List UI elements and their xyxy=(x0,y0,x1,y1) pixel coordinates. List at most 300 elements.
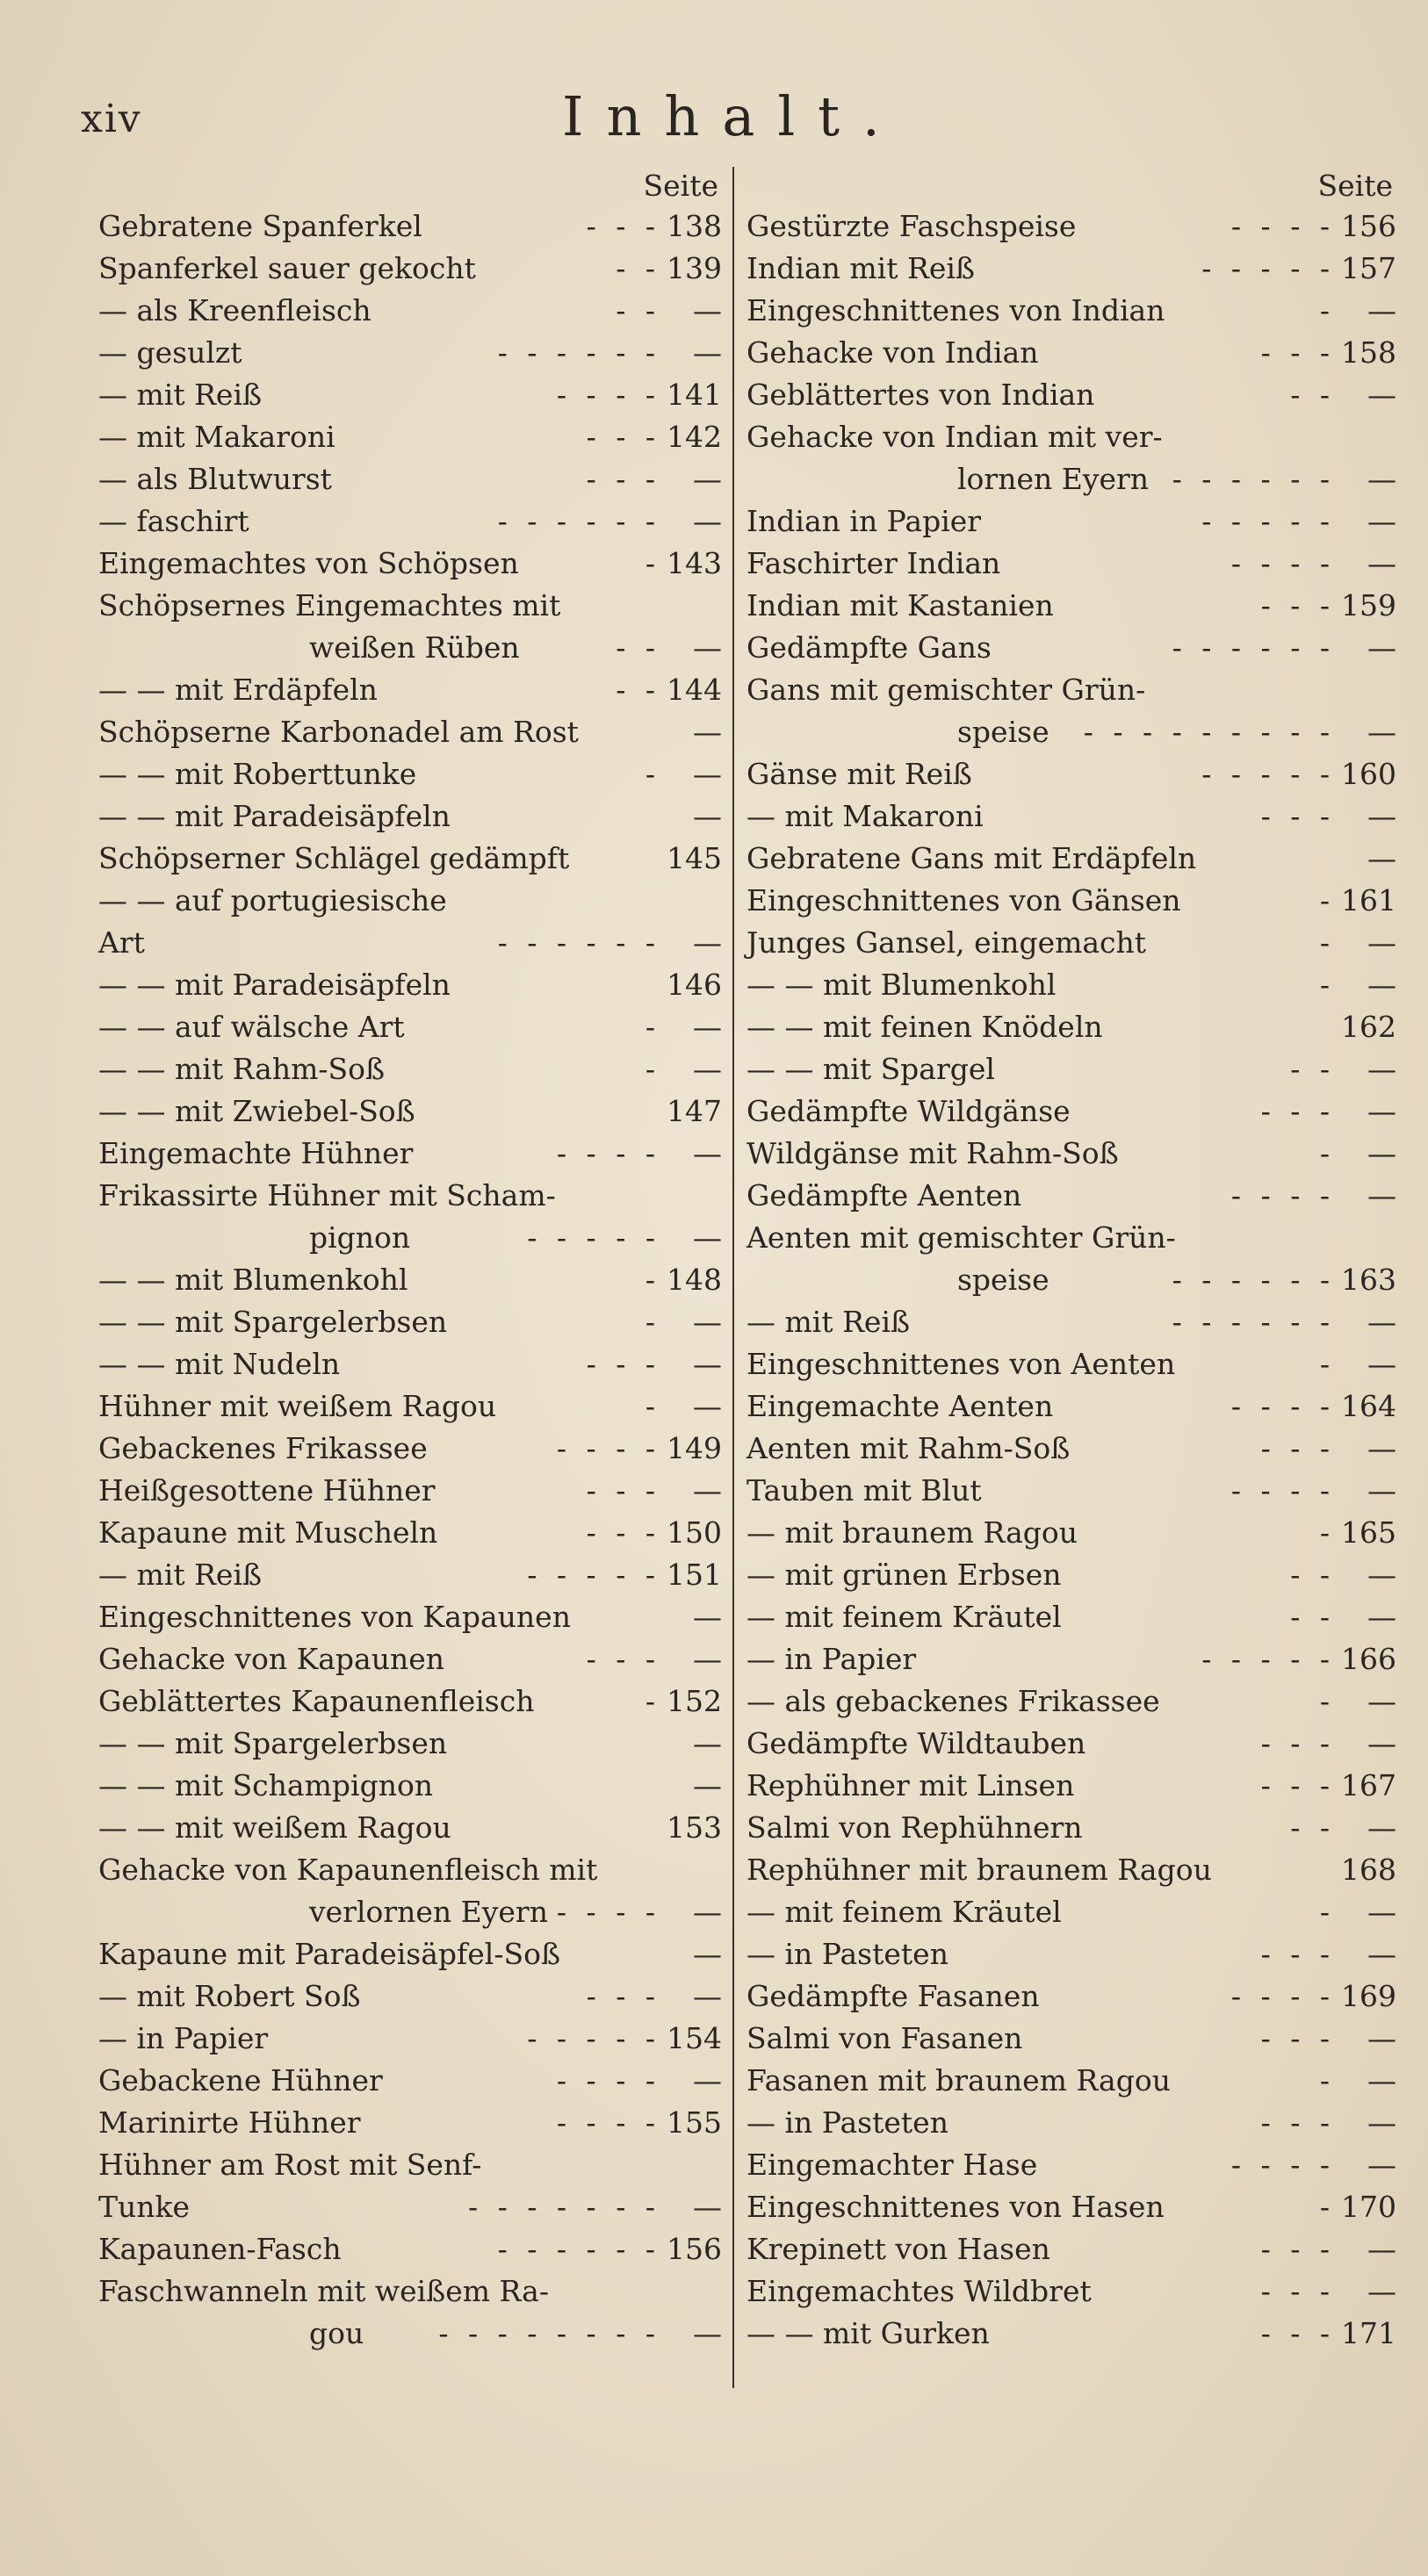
page-ref: — xyxy=(1367,1052,1396,1086)
index-entry xyxy=(746,2102,1396,2144)
entry-title: — — mit Spargel xyxy=(746,1052,995,1086)
leader-dots: - xyxy=(645,1010,660,1044)
index-entry xyxy=(98,1891,722,1933)
page-ref: — xyxy=(1367,2021,1396,2055)
page-ref: — xyxy=(693,799,722,833)
entry-title: lornen Eyern xyxy=(957,462,1150,496)
page-ref: 156 xyxy=(1341,209,1396,243)
entry-title: — — mit Rahm-Soß xyxy=(98,1052,386,1086)
index-entry xyxy=(98,1765,722,1807)
page-ref: — xyxy=(693,1600,722,1634)
leader-dots: - xyxy=(1319,1347,1335,1381)
entry-title: — mit braunem Ragou xyxy=(746,1515,1078,1550)
entry-title: Wildgänse mit Rahm-Soß xyxy=(746,1136,1119,1170)
page-ref: 168 xyxy=(1341,1853,1396,1887)
index-entry xyxy=(98,627,722,669)
index-entry xyxy=(98,1175,722,1217)
index-entry xyxy=(98,922,722,964)
entry-title: — — mit feinen Knödeln xyxy=(746,1010,1103,1044)
index-entry xyxy=(746,1807,1396,1849)
page-ref: — xyxy=(693,1768,722,1802)
page-ref: 141 xyxy=(667,378,722,412)
leader-dots: - - - - xyxy=(556,2105,660,2140)
leader-dots: - xyxy=(1319,1684,1335,1718)
entry-title: — in Pasteten xyxy=(746,1937,948,1971)
index-entry xyxy=(746,2144,1396,2186)
page-ref: — xyxy=(693,462,722,496)
entry-title: Schöpserne Karbonadel am Rost xyxy=(98,715,579,749)
index-entry xyxy=(98,248,722,290)
leader-dots: - xyxy=(645,1389,660,1423)
entry-title: — als Kreenfleisch xyxy=(98,293,371,327)
entry-title: Hühner mit weißem Ragou xyxy=(98,1389,497,1423)
entry-title: — — mit Zwiebel-Soß xyxy=(98,1094,415,1128)
page-ref: 152 xyxy=(667,1684,722,1718)
page-title: Inhalt. xyxy=(562,84,903,148)
leader-dots: - - - - xyxy=(556,2063,660,2097)
entry-title: Faschirter Indian xyxy=(746,546,1001,580)
leader-dots: - - - - - xyxy=(1201,757,1335,791)
entry-title: Gedämpfte Fasanen xyxy=(746,1979,1040,2013)
index-entry xyxy=(746,627,1396,669)
page-ref: 161 xyxy=(1341,883,1396,917)
entry-title: Gehacke von Indian mit ver- xyxy=(746,420,1163,454)
leader-dots: - xyxy=(1319,968,1335,1002)
entry-title: — mit feinem Kräutel xyxy=(746,1895,1062,1929)
index-entry xyxy=(98,2060,722,2102)
index-entry xyxy=(98,2102,722,2144)
entry-title: — — mit Erdäpfeln xyxy=(98,673,378,707)
entry-title: — — mit Spargelerbsen xyxy=(98,1726,448,1760)
right-index-column xyxy=(746,167,1396,2355)
index-entry xyxy=(98,1638,722,1680)
entry-title: — mit feinem Kräutel xyxy=(746,1600,1062,1634)
index-entry xyxy=(98,1006,722,1048)
page-ref: — xyxy=(1367,2148,1396,2182)
index-entry xyxy=(746,500,1396,543)
entry-title: — mit Reiß xyxy=(746,1305,911,1339)
leader-dots: - - - - - - xyxy=(497,2232,660,2266)
index-entry xyxy=(98,711,722,753)
index-entry xyxy=(746,1723,1396,1765)
entry-title: Rephühner mit braunem Ragou xyxy=(746,1853,1212,1887)
entry-title: — als Blutwurst xyxy=(98,462,332,496)
leader-dots: - - xyxy=(616,251,660,285)
leader-dots: - xyxy=(1319,1515,1335,1550)
page-ref: — xyxy=(1367,2274,1396,2308)
leader-dots: - - - - xyxy=(556,1431,660,1465)
entry-title: Schöpsernes Eingemachtes mit xyxy=(98,588,561,622)
leader-dots: - - - - xyxy=(556,1895,660,1929)
page-ref: 149 xyxy=(667,1431,722,1465)
page-ref: — xyxy=(1367,293,1396,327)
index-entry xyxy=(98,1723,722,1765)
entry-title: Tunke xyxy=(98,2190,191,2224)
entry-title: Geblättertes von Indian xyxy=(746,378,1095,412)
leader-dots: - xyxy=(645,757,660,791)
index-entry xyxy=(98,1259,722,1301)
index-entry xyxy=(746,2228,1396,2270)
entry-title: Gehacke von Kapaunen xyxy=(98,1642,444,1676)
page-ref: — xyxy=(1367,841,1396,875)
index-entry xyxy=(98,290,722,332)
index-entry xyxy=(746,2186,1396,2228)
index-entry xyxy=(98,1343,722,1385)
index-entry xyxy=(746,374,1396,416)
leader-dots: - - - - xyxy=(1230,1979,1335,2013)
entry-title: Marinirte Hühner xyxy=(98,2105,361,2140)
leader-dots: - xyxy=(645,1263,660,1297)
entry-title: — als gebackenes Frikassee xyxy=(746,1684,1160,1718)
index-entry xyxy=(98,1301,722,1343)
leader-dots: - - - xyxy=(1260,335,1335,370)
leader-dots: - - - xyxy=(1260,1937,1335,1971)
page-ref: — xyxy=(1367,1810,1396,1845)
entry-title: Indian mit Reiß xyxy=(746,251,975,285)
leader-dots: - - - - xyxy=(1230,1178,1335,1212)
index-entry xyxy=(746,2270,1396,2313)
index-entry xyxy=(746,1765,1396,1807)
entry-title: pignon xyxy=(309,1220,411,1255)
entry-title: Gestürzte Faschspeise xyxy=(746,209,1077,243)
index-entry xyxy=(746,1385,1396,1428)
page-ref: — xyxy=(1367,1473,1396,1507)
page-ref: — xyxy=(1367,1895,1396,1929)
index-entry xyxy=(746,543,1396,585)
entry-title: Kapaunen-Fasch xyxy=(98,2232,342,2266)
leader-dots: - - - - - xyxy=(527,1220,660,1255)
entry-title: Gebratene Spanferkel xyxy=(98,209,422,243)
index-entry xyxy=(746,1301,1396,1343)
index-entry xyxy=(98,1807,722,1849)
entry-title: Art xyxy=(98,925,145,960)
entry-title: — in Papier xyxy=(98,2021,269,2055)
index-entry xyxy=(746,248,1396,290)
index-entry xyxy=(746,1217,1396,1259)
index-entry xyxy=(746,205,1396,248)
leader-dots: - - - xyxy=(586,1347,660,1381)
index-entry xyxy=(746,585,1396,627)
leader-dots: - - - - xyxy=(556,1136,660,1170)
index-entry xyxy=(746,416,1396,458)
index-entry xyxy=(98,332,722,374)
leader-dots: - - - xyxy=(586,1642,660,1676)
page-ref: — xyxy=(693,293,722,327)
page-ref: — xyxy=(693,1979,722,2013)
leader-dots: - xyxy=(1319,2063,1335,2097)
index-entry xyxy=(98,1596,722,1638)
entry-title: verlornen Eyern xyxy=(309,1895,548,1929)
index-entry xyxy=(746,1512,1396,1554)
leader-dots: - - - xyxy=(586,420,660,454)
page-ref: 145 xyxy=(667,841,722,875)
leader-dots: - - - xyxy=(1260,2105,1335,2140)
leader-dots: - - - xyxy=(1260,2274,1335,2308)
entry-title: Eingemachtes von Schöpsen xyxy=(98,546,519,580)
index-entry xyxy=(98,1428,722,1470)
entry-title: Rephühner mit Linsen xyxy=(746,1768,1075,1802)
page-ref: — xyxy=(1367,1431,1396,1465)
index-entry xyxy=(98,1849,722,1891)
index-entry xyxy=(98,1133,722,1175)
entry-title: — — auf portugiesische xyxy=(98,883,447,917)
leader-dots: - xyxy=(1319,925,1335,960)
entry-title: Gans mit gemischter Grün- xyxy=(746,673,1146,707)
leader-dots: - - - xyxy=(1260,2232,1335,2266)
index-entry xyxy=(746,1638,1396,1680)
index-entry xyxy=(746,2018,1396,2060)
index-entry xyxy=(98,1090,722,1133)
index-entry xyxy=(746,753,1396,795)
leader-dots: - - - xyxy=(586,462,660,496)
index-entry xyxy=(746,1554,1396,1596)
leader-dots: - - - - xyxy=(1230,2148,1335,2182)
index-entry xyxy=(98,2313,722,2355)
index-entry xyxy=(746,2060,1396,2102)
entry-title: Fasanen mit braunem Ragou xyxy=(746,2063,1171,2097)
page-ref: — xyxy=(1367,546,1396,580)
leader-dots: - - - - - xyxy=(527,2021,660,2055)
leader-dots: - xyxy=(645,1305,660,1339)
entry-title: Aenten mit gemischter Grün- xyxy=(746,1220,1176,1255)
index-entry xyxy=(98,1933,722,1975)
page-ref: 139 xyxy=(667,251,722,285)
index-entry xyxy=(98,1048,722,1090)
entry-title: Gedämpfte Aenten xyxy=(746,1178,1022,1212)
index-entry xyxy=(98,2186,722,2228)
leader-dots: - - - xyxy=(586,1979,660,2013)
leader-dots: - - - - - - - xyxy=(468,2190,660,2224)
entry-title: — — mit Blumenkohl xyxy=(746,968,1057,1002)
index-entry xyxy=(746,1259,1396,1301)
index-entry xyxy=(98,964,722,1006)
index-entry xyxy=(98,2018,722,2060)
page-ref: — xyxy=(1367,1726,1396,1760)
entry-title: Aenten mit Rahm-Soß xyxy=(746,1431,1071,1465)
index-entry xyxy=(746,1680,1396,1723)
index-entry xyxy=(746,1048,1396,1090)
entry-title: Kapaune mit Paradeisäpfel-Soß xyxy=(98,1937,561,1971)
page-ref: 138 xyxy=(667,209,722,243)
entry-title: Krepinett von Hasen xyxy=(746,2232,1050,2266)
entry-title: Gebratene Gans mit Erdäpfeln xyxy=(746,841,1197,875)
leader-dots: - - - xyxy=(1260,1094,1335,1128)
index-entry xyxy=(746,2313,1396,2355)
page-ref: — xyxy=(693,1726,722,1760)
page-ref: 157 xyxy=(1341,251,1396,285)
leader-dots: - - xyxy=(1290,1558,1335,1592)
index-entry xyxy=(98,205,722,248)
entry-title: — in Pasteten xyxy=(746,2105,948,2140)
entry-title: Indian mit Kastanien xyxy=(746,588,1054,622)
index-entry xyxy=(98,543,722,585)
leader-dots: - - - - - - - - - xyxy=(1083,715,1335,749)
entry-title: Tauben mit Blut xyxy=(746,1473,982,1507)
page-ref: 156 xyxy=(667,2232,722,2266)
page-ref: — xyxy=(693,1220,722,1255)
leader-dots: - - xyxy=(616,293,660,327)
entry-title: — — mit Roberttunke xyxy=(98,757,417,791)
index-entry xyxy=(98,1217,722,1259)
entry-title: — mit Reiß xyxy=(98,1558,263,1592)
page-column-header: Seite xyxy=(1317,169,1393,203)
leader-dots: - - xyxy=(1290,1600,1335,1634)
entry-title: — — mit Schampignon xyxy=(98,1768,434,1802)
column-divider xyxy=(732,167,734,2388)
index-entry xyxy=(746,669,1396,711)
index-entry xyxy=(98,795,722,838)
entry-title: — mit Robert Soß xyxy=(98,1979,361,2013)
entry-title: Salmi von Rephühnern xyxy=(746,1810,1083,1845)
entry-title: Eingeschnittenes von Indian xyxy=(746,293,1165,327)
page-ref: — xyxy=(693,715,722,749)
entry-title: — mit grünen Erbsen xyxy=(746,1558,1062,1592)
leader-dots: - - - - xyxy=(1230,209,1335,243)
page-ref: — xyxy=(693,1347,722,1381)
page-ref: — xyxy=(693,1305,722,1339)
index-entry xyxy=(746,922,1396,964)
index-entry xyxy=(98,416,722,458)
leader-dots: - - - - - - - - xyxy=(438,2316,660,2350)
page-ref: — xyxy=(1367,2232,1396,2266)
entry-title: weißen Rüben xyxy=(309,630,520,665)
leader-dots: - - - - - xyxy=(1201,1642,1335,1676)
entry-title: Gehacke von Indian xyxy=(746,335,1039,370)
entry-title: — in Papier xyxy=(746,1642,917,1676)
entry-title: Gedämpfte Wildtauben xyxy=(746,1726,1086,1760)
page-ref: — xyxy=(1367,1600,1396,1634)
entry-title: Indian in Papier xyxy=(746,504,982,538)
entry-title: Geblättertes Kapaunenfleisch xyxy=(98,1684,535,1718)
index-entry xyxy=(98,2144,722,2186)
entry-title: Gedämpfte Gans xyxy=(746,630,992,665)
page-ref: — xyxy=(693,2190,722,2224)
index-entry xyxy=(98,500,722,543)
page-ref: 166 xyxy=(1341,1642,1396,1676)
entry-title: Gedämpfte Wildgänse xyxy=(746,1094,1071,1128)
page-ref: — xyxy=(1367,630,1396,665)
entry-title: — mit Reiß xyxy=(98,378,263,412)
leader-dots: - xyxy=(645,1052,660,1086)
entry-title: — — mit Spargelerbsen xyxy=(98,1305,448,1339)
page-ref: 151 xyxy=(667,1558,722,1592)
entry-title: Frikassirte Hühner mit Scham- xyxy=(98,1178,556,1212)
index-entry xyxy=(746,1975,1396,2018)
entry-title: Eingemachter Hase xyxy=(746,2148,1038,2182)
index-entry xyxy=(746,1933,1396,1975)
leader-dots: - - - xyxy=(1260,1768,1335,1802)
page-ref: 143 xyxy=(667,546,722,580)
leader-dots: - - - - - - xyxy=(1172,1263,1335,1297)
page-ref: 164 xyxy=(1341,1389,1396,1423)
entry-title: Spanferkel sauer gekocht xyxy=(98,251,476,285)
leader-dots: - - - xyxy=(586,1473,660,1507)
entry-title: Kapaune mit Muscheln xyxy=(98,1515,438,1550)
entry-title: gou xyxy=(309,2316,364,2350)
page-ref: 167 xyxy=(1341,1768,1396,1802)
entry-title: Gänse mit Reiß xyxy=(746,757,972,791)
leader-dots: - - - xyxy=(586,1515,660,1550)
leader-dots: - - - xyxy=(1260,2316,1335,2350)
entry-title: Eingeschnittenes von Kapaunen xyxy=(98,1600,571,1634)
page-ref: — xyxy=(693,2063,722,2097)
page-ref: — xyxy=(693,757,722,791)
leader-dots: - - - - - - xyxy=(1172,462,1335,496)
entry-title: — mit Makaroni xyxy=(746,799,984,833)
leader-dots: - - - - - - xyxy=(497,925,660,960)
leader-dots: - - - - - - xyxy=(497,504,660,538)
page-ref: — xyxy=(693,1937,722,1971)
entry-title: Junges Gansel, eingemacht xyxy=(746,925,1147,960)
leader-dots: - - - - - xyxy=(1201,251,1335,285)
leader-dots: - xyxy=(1319,293,1335,327)
entry-title: — — mit Paradeisäpfeln xyxy=(98,799,451,833)
page-ref: — xyxy=(693,1052,722,1086)
leader-dots: - - - - - - xyxy=(1172,1305,1335,1339)
index-entry xyxy=(98,1385,722,1428)
page-ref: 144 xyxy=(667,673,722,707)
leader-dots: - - - - - xyxy=(1201,504,1335,538)
leader-dots: - - - - xyxy=(556,378,660,412)
index-entry xyxy=(98,1470,722,1512)
leader-dots: - - - xyxy=(1260,588,1335,622)
index-entry xyxy=(746,1006,1396,1048)
index-entry xyxy=(98,585,722,627)
entry-title: Gebackenes Frikassee xyxy=(98,1431,428,1465)
page-ref: — xyxy=(693,504,722,538)
entry-title: — — mit Blumenkohl xyxy=(98,1263,408,1297)
page-column-header: Seite xyxy=(643,169,718,203)
index-entry xyxy=(98,880,722,922)
page-ref: — xyxy=(693,1010,722,1044)
leader-dots: - - xyxy=(1290,1810,1335,1845)
index-entry xyxy=(98,1975,722,2018)
entry-title: Salmi von Fasanen xyxy=(746,2021,1023,2055)
entry-title: Eingeschnittenes von Gänsen xyxy=(746,883,1181,917)
index-entry xyxy=(98,2228,722,2270)
index-entry xyxy=(746,880,1396,922)
entry-title: — faschirt xyxy=(98,504,249,538)
leader-dots: - - - - - xyxy=(527,1558,660,1592)
index-entry xyxy=(746,1596,1396,1638)
index-entry xyxy=(746,838,1396,880)
index-entry xyxy=(746,1470,1396,1512)
entry-title: Hühner am Rost mit Senf- xyxy=(98,2148,482,2182)
entry-title: Eingemachtes Wildbret xyxy=(746,2274,1092,2308)
leader-dots: - - - - xyxy=(1230,1389,1335,1423)
leader-dots: - - - xyxy=(1260,1431,1335,1465)
page-ref: — xyxy=(693,1895,722,1929)
leader-dots: - xyxy=(1319,2190,1335,2224)
leader-dots: - xyxy=(645,546,660,580)
entry-title: Eingeschnittenes von Hasen xyxy=(746,2190,1165,2224)
page-ref: — xyxy=(1367,378,1396,412)
page-ref: — xyxy=(1367,1684,1396,1718)
page-ref: 154 xyxy=(667,2021,722,2055)
page-ref: 146 xyxy=(667,968,722,1002)
index-entry xyxy=(746,1343,1396,1385)
page-ref: — xyxy=(1367,1136,1396,1170)
index-entry xyxy=(98,458,722,500)
page-number: xiv xyxy=(81,97,142,141)
leader-dots: - xyxy=(1319,1136,1335,1170)
page-ref: 158 xyxy=(1341,335,1396,370)
index-entry xyxy=(98,1680,722,1723)
page-ref: 163 xyxy=(1341,1263,1396,1297)
page-ref: — xyxy=(1367,968,1396,1002)
leader-dots: - - xyxy=(616,630,660,665)
page-ref: 165 xyxy=(1341,1515,1396,1550)
